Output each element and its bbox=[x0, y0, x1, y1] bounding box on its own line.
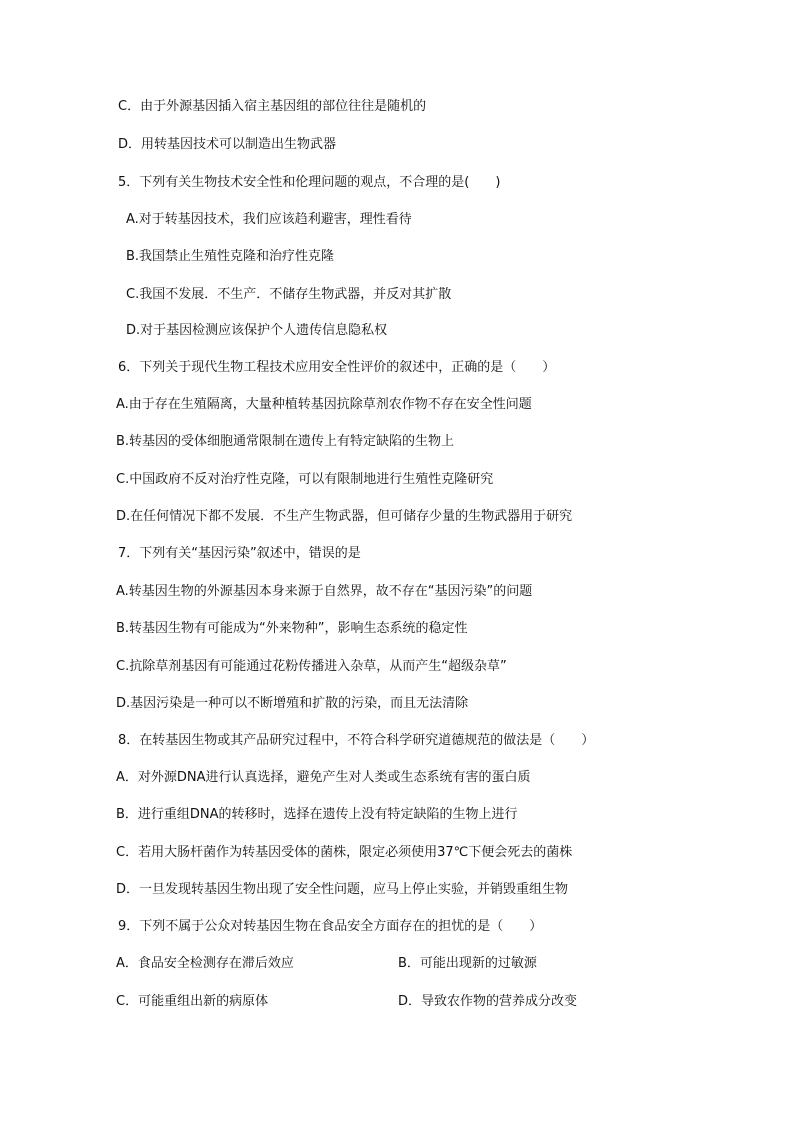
option-line: A.对于转基因技术，我们应该趋利避害，理性看待 bbox=[126, 212, 412, 227]
question-stem: 9．下列不属于公众对转基因生物在食品安全方面存在的担忧的是（ ） bbox=[118, 919, 543, 934]
option-line: C.中国政府不反对治疗性克隆，可以有限制地进行生殖性克隆研究 bbox=[116, 472, 494, 487]
option-line: C.我国不发展．不生产．不储存生物武器，并反对其扩散 bbox=[126, 287, 452, 302]
option-line: B.我国禁止生殖性克隆和治疗性克隆 bbox=[126, 249, 335, 264]
option-c: C．可能重组出新的病原体 bbox=[116, 994, 269, 1009]
option-line: A．对外源DNA进行认真选择，避免产生对人类或生态系统有害的蛋白质 bbox=[116, 770, 531, 785]
question-stem: 5．下列有关生物技术安全性和伦理问题的观点，不合理的是( ) bbox=[118, 175, 501, 190]
question-stem: 6．下列关于现代生物工程技术应用安全性评价的叙述中，正确的是（ ） bbox=[118, 360, 556, 375]
option-line: D．一旦发现转基因生物出现了安全性问题，应马上停止实验，并销毁重组生物 bbox=[116, 882, 569, 897]
option-line: A.由于存在生殖隔离，大量种植转基因抗除草剂农作物不存在安全性问题 bbox=[116, 397, 532, 412]
option-line: B.转基因生物有可能成为“外来物种”，影响生态系统的稳定性 bbox=[116, 621, 468, 636]
option-line: C．若用大肠杆菌作为转基因受体的菌株，限定必须使用37℃下便会死去的菌株 bbox=[116, 845, 573, 860]
option-line: B．进行重组DNA的转移时，选择在遗传上没有特定缺陷的生物上进行 bbox=[116, 807, 518, 822]
option-a: A．食品安全检测存在滞后效应 bbox=[116, 956, 294, 971]
option-line: D.基因污染是一种可以不断增殖和扩散的污染，而且无法清除 bbox=[116, 696, 469, 711]
question-stem: 7．下列有关“基因污染”叙述中，错误的是 bbox=[118, 546, 361, 561]
option-line: C.抗除草剂基因有可能通过花粉传播进入杂草，从而产生“超级杂草” bbox=[116, 659, 507, 674]
option-line: C．由于外源基因插入宿主基因组的部位往往是随机的 bbox=[118, 99, 427, 114]
option-line: D．用转基因技术可以制造出生物武器 bbox=[118, 137, 337, 152]
option-line: D.对于基因检测应该保护个人遗传信息隐私权 bbox=[126, 323, 388, 338]
option-line: A.转基因生物的外源基因本身来源于自然界，故不存在“基因污染”的问题 bbox=[116, 584, 533, 599]
option-d: D．导致农作物的营养成分改变 bbox=[398, 994, 578, 1009]
question-stem: 8．在转基因生物或其产品研究过程中，不符合科学研究道德规范的做法是（ ） bbox=[118, 733, 595, 748]
option-b: B．可能出现新的过敏源 bbox=[398, 956, 537, 971]
option-line: B.转基因的受体细胞通常限制在遗传上有特定缺陷的生物上 bbox=[116, 434, 455, 449]
option-line: D.在任何情况下都不发展．不生产生物武器，但可储存少量的生物武器用于研究 bbox=[116, 509, 573, 524]
